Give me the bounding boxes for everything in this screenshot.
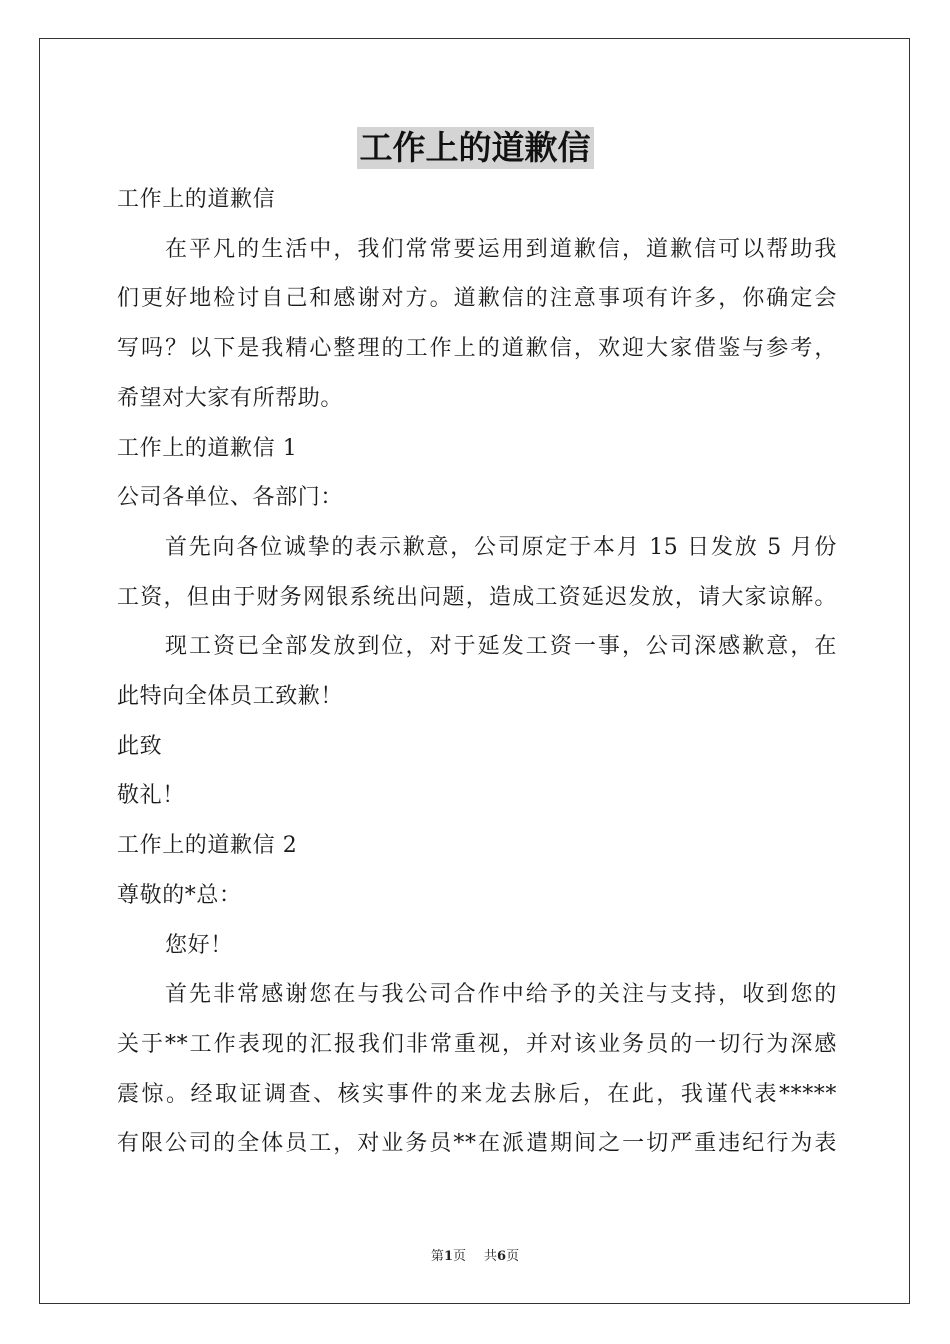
title-container [0,127,950,169]
total-prefix: 共 [484,1249,498,1264]
intro-paragraph-line: 希望对大家有所帮助。 [117,385,344,411]
document-body [117,175,837,1169]
intro-paragraph-line: 在平凡的生活中，我们常常要运用到道歉信，道歉信可以帮助我 [165,236,837,262]
page-footer [0,1248,950,1266]
letter1-paragraph-line: 现工资已全部发放到位，对于延发工资一事，公司深感歉意，在 [165,634,837,660]
letter2-paragraph-line: 震惊。经取证调查、核实事件的来龙去脉后，在此，我谨代表***** [117,1081,837,1107]
section-heading-1: 工作上的道歉信 1 [117,435,298,461]
letter1-paragraph-line: 此特向全体员工致歉！ [117,684,344,710]
page-suffix: 页 [452,1249,466,1264]
section-heading-2: 工作上的道歉信 2 [117,833,298,859]
document-title: 工作上的道歉信 [357,127,594,169]
greeting-line: 您好！ [165,932,233,958]
page-number: 1 [443,1249,453,1264]
intro-paragraph-line: 们更好地检讨自己和感谢对方。道歉信的注意事项有许多，你确定会 [117,286,837,312]
letter1-paragraph-line: 首先向各位诚挚的表示歉意，公司原定于本月 15 日发放 5 月份 [165,534,837,560]
salutation: 尊敬的*总： [117,882,242,908]
total-pages: 6 [497,1249,507,1264]
intro-paragraph-line: 写吗？以下是我精心整理的工作上的道歉信，欢迎大家借鉴与参考， [117,336,837,362]
subtitle-line: 工作上的道歉信 [117,187,276,212]
letter2-paragraph-line: 关于**工作表现的汇报我们非常重视，并对该业务员的一切行为深感 [117,1031,837,1057]
closing-line: 此致 [117,733,163,759]
letter2-paragraph-line: 有限公司的全体员工，对业务员**在派遣期间之一切严重违纪行为表 [117,1131,837,1157]
closing-line: 敬礼！ [117,783,185,809]
page-prefix: 第 [430,1249,444,1264]
total-suffix: 页 [506,1249,520,1264]
letter2-paragraph-line: 首先非常感谢您在与我公司合作中给予的关注与支持，收到您的 [165,982,837,1008]
letter1-paragraph-line: 工资，但由于财务网银系统出问题，造成工资延迟发放，请大家谅解。 [117,584,837,610]
salutation: 公司各单位、各部门： [117,485,344,511]
